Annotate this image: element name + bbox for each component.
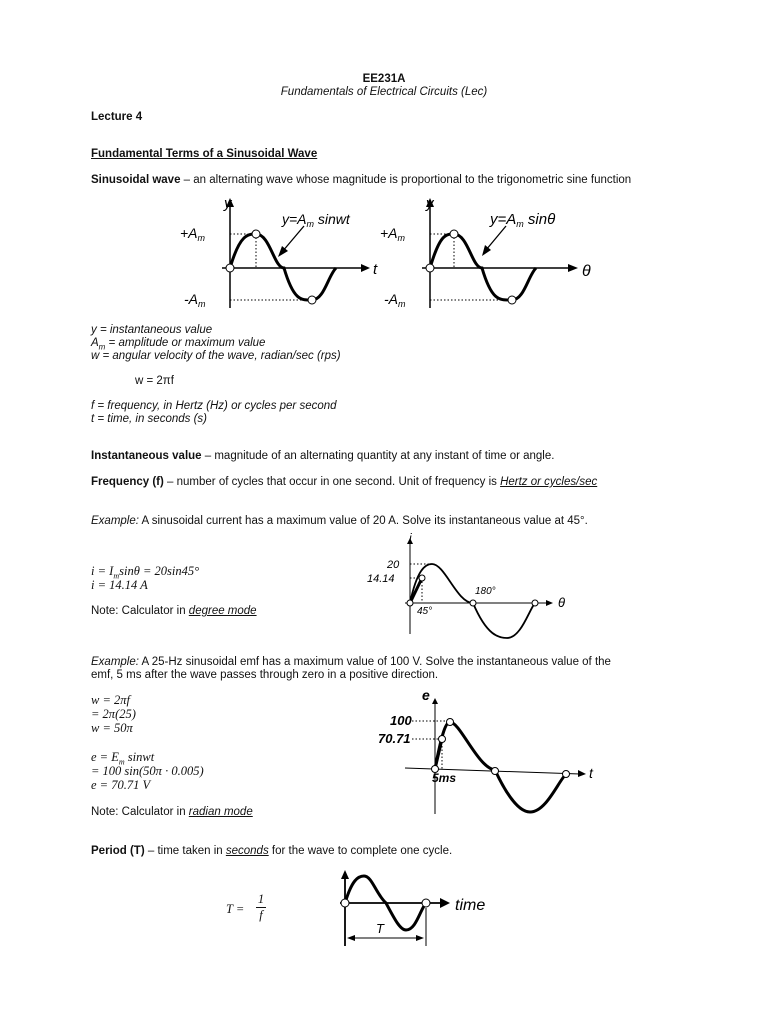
period-definition: Period (T) – time taken in seconds for the wave to complete one cycle. — [91, 845, 453, 857]
example1-figure — [365, 530, 575, 642]
x-axis-label: t — [373, 261, 378, 278]
example2-line-4: $e = E_m$ sinwt — [91, 750, 155, 767]
example2-figure — [360, 682, 600, 822]
course-title: Fundamentals of Electrical Circuits (Lec) — [280, 86, 488, 98]
course-code: EE231A — [362, 73, 406, 85]
example2-note: Note: Calculator in radian mode — [91, 806, 253, 818]
example2-line-5: = 100 sin(50π · 0.005) — [91, 764, 204, 778]
y-axis-label: y — [224, 196, 232, 212]
svg-text:θ: θ — [582, 263, 591, 280]
sine-wave-figure-time — [178, 196, 390, 316]
example1-eq1: $i = I_m\sin\theta = 20\sin 45^\circ$ — [91, 564, 200, 581]
svg-text:+Am: $+A_m$ — [180, 225, 206, 243]
example2-line-6: e = 70.71 V — [91, 778, 151, 792]
example1-eq2: i = 14.14 A — [91, 578, 148, 592]
example2-text-line1: Example: A 25-Hz sinusoidal emf has a maximum value of 100 V. Solve the instantaneous value of the — [91, 656, 611, 668]
example1-text: Example: A sinusoidal current has a maximum value of 20 A. Solve its instantaneous value at 45°. — [91, 515, 588, 527]
def-f: f = frequency, in Hertz (Hz) or cycles per second — [91, 400, 337, 412]
def-w: w = angular velocity of the wave, radian/sec (rps) — [91, 350, 341, 362]
lecture-title: Lecture 4 — [91, 111, 143, 123]
period-figure — [330, 870, 500, 950]
svg-text:100: 100 — [390, 713, 412, 728]
svg-text:14.14: 14.14 — [367, 573, 395, 585]
svg-text:5ms: 5ms — [432, 771, 457, 785]
svg-text:i: i — [409, 531, 412, 545]
svg-text:y: y — [426, 196, 434, 212]
sine-wave-figure-angle — [378, 196, 598, 316]
def-am: $A_m$ = amplitude or maximum value — [91, 337, 266, 352]
svg-text:y=Am sinθ: $y=A_m$ sinθ — [490, 211, 556, 229]
instantaneous-definition: Instantaneous value – magnitude of an alternating quantity at any instant of time or angle. — [91, 450, 555, 462]
def-t: t = time, in seconds (s) — [91, 413, 207, 425]
example2-text-line2: emf, 5 ms after the wave passes through zero in a positive direction. — [91, 669, 439, 681]
svg-text:20: 20 — [387, 559, 400, 571]
example1-note: Note: Calculator in degree mode — [91, 605, 257, 617]
svg-text:t: t — [589, 765, 593, 781]
svg-text:θ: θ — [558, 595, 566, 610]
svg-text:180°: 180° — [475, 586, 496, 597]
svg-text:time: time — [455, 897, 486, 914]
sinusoidal-definition: Sinusoidal wave – an alternating wave whose magnitude is proportional to the trigonometric sine function — [91, 174, 632, 186]
svg-text:+Am: $+A_m$ — [380, 225, 406, 243]
svg-text:70.71: 70.71 — [378, 731, 411, 746]
svg-text:-Am: $-A_m$ — [184, 291, 206, 309]
example2-line-1: w = 2πf — [91, 693, 131, 707]
def-y: y = instantaneous value — [91, 324, 213, 336]
svg-text:y=Am sinwt: $y=A_m$ sinwt — [282, 211, 350, 229]
w-formula: w = 2πf — [135, 375, 174, 387]
example2-line-2: = 2π(25) — [91, 707, 136, 721]
svg-text:45°: 45° — [417, 606, 433, 617]
section-title: Fundamental Terms of a Sinusoidal Wave — [91, 148, 318, 160]
example2-line-3: w = 50π — [91, 721, 133, 735]
svg-text:-Am: $-A_m$ — [384, 291, 406, 309]
svg-text:e: e — [422, 687, 430, 703]
frequency-definition: Frequency (f) – number of cycles that occur in one second. Unit of frequency is Hertz or cycles/sec — [91, 476, 598, 488]
svg-text:T: T — [376, 921, 384, 936]
